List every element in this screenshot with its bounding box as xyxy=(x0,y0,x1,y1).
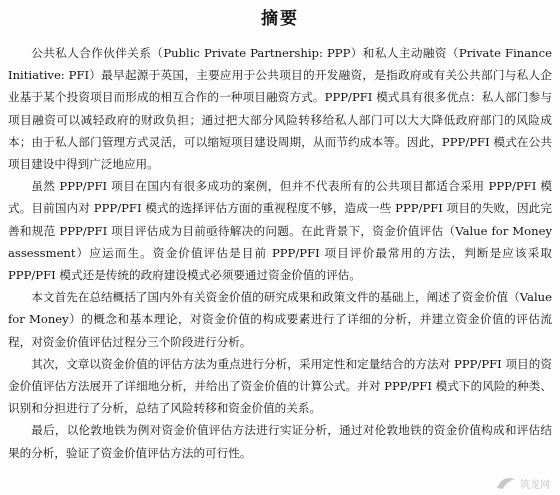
abstract-paragraph-2: 虽然 PPP/PFI 项目在国内有很多成功的案例，但并不代表所有的公共项目都适合采用 PPP/PFI 模式。目前国内对 PPP/PFI 模式的选择评估方面的重视程度不够，造成一些 PPP/PFI 项目的失败，因此完善和规范 PPP/PFI 项目评估成为目前亟待解决的问题。在此背景下，资金价值评估（Value for Money assessment）应运而生。资金价值评估是目前 PPP/PFI 项目评价最常用的方法，判断是应该采取 PPP/PFI 模式还是传统的政府建设模式必须要通过资金价值的评估。 xyxy=(8,179,552,283)
watermark xyxy=(495,475,550,491)
abstract-paragraph-3: 本文首先在总结概括了国内外有关资金价值的研究成果和政策文件的基础上，阐述了资金价值（Value for Money）的概念和基本理论，对资金价值的构成要素进行了详细的分析，并建立资金价值的评估流程，对资金价值评估过程分三个阶段进行分析。 xyxy=(8,290,552,349)
abstract-paragraph-1: 公共私人合作伙伴关系（Public Private Partnership: PPP）和私人主动融资（Private Finance Initiative: PFI）最早起源于英国，主要应用于公共项目的开发融资，是指政府或有关公共部门与私人企业基于某个投资项目而形成的相互合作的一种项目融资方式。PPP/PFI 模式具有很多优点：私人部门参与项目融资可以减轻政府的财政负担；通过把大部分风险转移给私人部门可以大大降低政府部门的风险成本；由于私人部门管理方式灵活，可以缩短项目建设周期，从而节约成本等。因此，PPP/PFI 模式在公共项目建设中得到广泛地应用。 xyxy=(8,46,552,172)
watermark-logo-icon xyxy=(495,475,517,491)
abstract-paragraph-5: 最后，以伦敦地铁为例对资金价值评估方法进行实证分析，通过对伦敦地铁的资金价值构成和评估结果的分析，验证了资金价值评估方法的可行性。 xyxy=(8,423,552,460)
abstract-paragraph-4: 其次，文章以资金价值的评估方法为重点进行分析，采用定性和定量结合的方法对 PPP/PFI 项目的资金价值评估方法展开了详细地分析，并给出了资金价值的计算公式。并对 PPP/PFI 模式下的风险的种类、识别和分担进行了分析，总结了风险转移和资金价值的关系。 xyxy=(8,356,552,416)
watermark-text: 筑龙网 xyxy=(520,479,550,491)
page-title: 摘要 xyxy=(261,9,299,29)
abstract-body xyxy=(8,42,552,464)
